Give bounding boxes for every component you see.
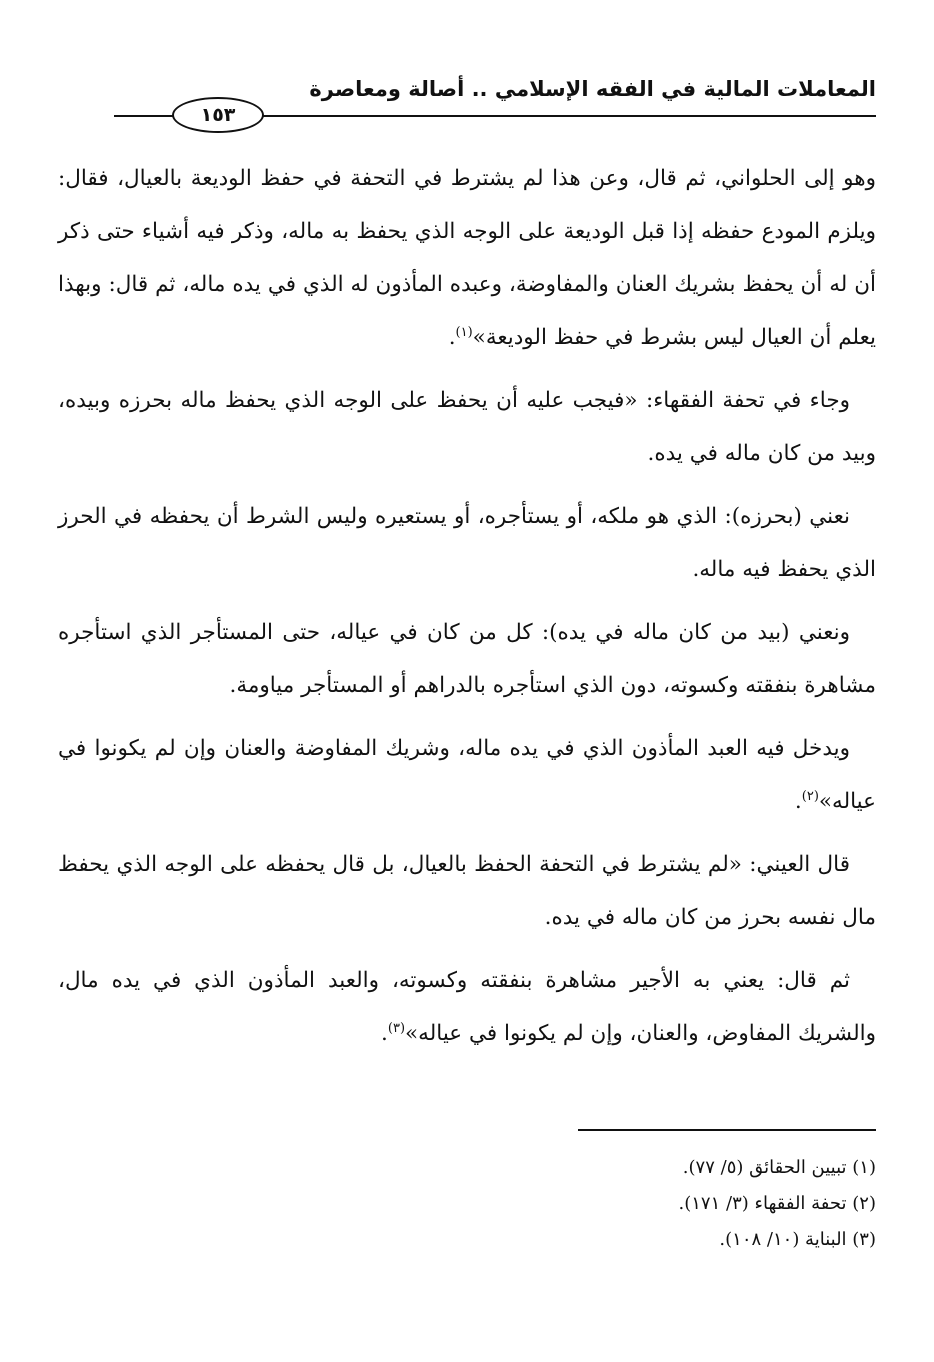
paragraph-6: قال العيني: «لم يشترط في التحفة الحفظ بالعيال، بل قال يحفظه على الوجه الذي يحفظ مال نفسه بحرز من كان ماله في يده. [58,852,876,930]
paragraph-5: ويدخل فيه العبد المأذون الذي في يده ماله، وشريك المفاوضة والعنان وإن لم يكونوا في عياله»$^{(٢)}$. [58,736,876,814]
paragraph-3: نعني (بحرزه): الذي هو ملكه، أو يستأجره، أو يستعيره وليس الشرط أن يحفظه في الحرز الذي يحفظ فيه ماله. [58,504,876,582]
paragraph-7: ثم قال: يعني به الأجير مشاهرة بنفقته وكسوته، والعبد المأذون الذي في يده مال، والشريك المفاوض، والعنان، وإن لم يكونوا في عياله»$^{(٣)}$. [58,968,876,1046]
footnote-3: (٣) البناية (١٠/ ١٠٨). [719,1229,876,1250]
paragraph-4: ونعني (بيد من كان ماله في يده): كل من كان في عياله، حتى المستأجر الذي استأجره مشاهرة بنفقته وكسوته، دون الذي استأجره بالدراهم أو المستأجر مياومة. [58,620,876,698]
footnote-2: (٢) تحفة الفقهاء (٣/ ١٧١). [678,1193,876,1214]
footnote-separator [578,1129,876,1131]
running-title: المعاملات المالية في الفقه الإسلامي .. أصالة ومعاصرة [309,77,876,101]
paragraph-1: وهو إلى الحلواني، ثم قال، وعن هذا لم يشترط في التحفة في حفظ الوديعة بالعيال، فقال: ويلزم المودع حفظه إذا قبل الوديعة على الوجه الذي يحفظ به ماله، وذكر فيه أشياء حتى ذكر أن له أن يحفظ بشريك العنان والمفاوضة، وعبده المأذون له الذي في يده ماله، ثم قال: وبهذا يعلم أن العيال ليس بشرط في حفظ الوديعة»$^{(١)}$. [58,166,876,350]
paragraph-2: وجاء في تحفة الفقهاء: «فيجب عليه أن يحفظ على الوجه الذي يحفظ ماله بحرزه وبيده، وبيد من كان ماله في يده. [58,388,876,466]
main-text [58,152,876,1060]
page-number: ١٥٣ [172,97,264,133]
footnote-ref-2: (٢) [801,788,819,804]
footnotes [58,1150,876,1258]
footnote-1: (١) تبيين الحقائق (٥/ ٧٧). [682,1157,876,1178]
footnote-ref-3: (٣) [387,1020,406,1036]
footnote-ref-1: (١) [455,324,473,340]
